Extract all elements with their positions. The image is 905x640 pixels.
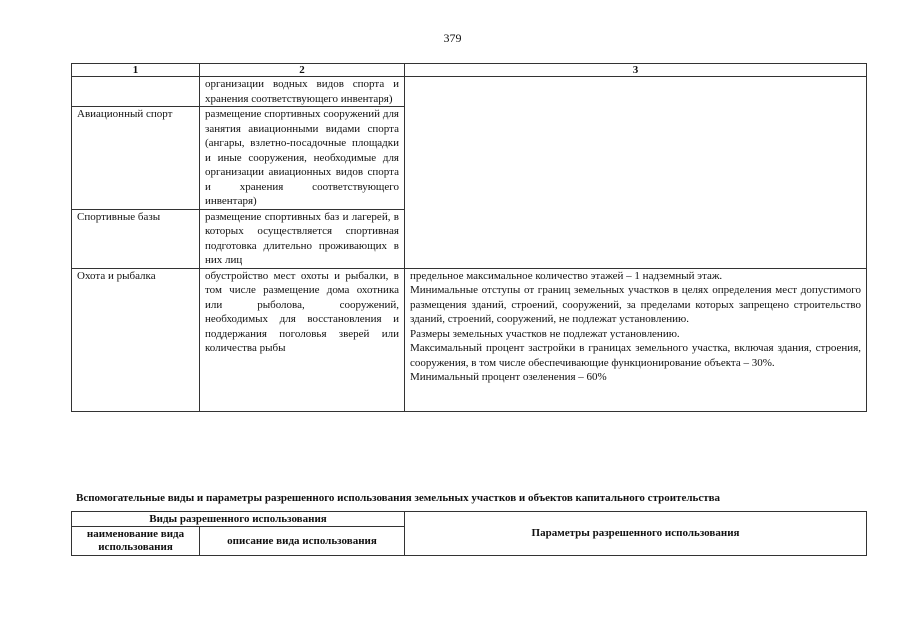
row-description: обустройство мест охоты и рыбалки, в том числе размещение дома охотника или рыболова, сооружений, необходимых для восстановления и поддержания поголовья зверей или количества рыбы [200, 268, 405, 411]
row-name [72, 77, 200, 107]
aux-header-row [72, 512, 867, 527]
auxiliary-table [71, 511, 867, 556]
column-header-2: 2 [200, 64, 405, 77]
row-parameters-empty [405, 77, 867, 269]
page-number: 379 [443, 31, 462, 45]
name-column-header: наименование вида использования [72, 527, 200, 556]
column-header-3: 3 [405, 64, 867, 77]
main-table [71, 63, 867, 412]
row-name: Охота и рыбалка [72, 268, 200, 411]
table-row [72, 268, 867, 411]
table-row [72, 77, 867, 107]
parameters-header: Параметры разрешенного использования [405, 512, 867, 556]
section-heading: Вспомогательные виды и параметры разрешенного использования земельных участков и объектов капитального строительства [76, 492, 721, 504]
parameter-line: Размеры земельных участков не подлежат установлению. [410, 327, 680, 340]
parameter-line: предельное максимальное количество этажей – 1 надземный этаж. [410, 269, 723, 282]
row-description: размещение спортивных баз и лагерей, в которых осуществляется спортивная подготовка длительно проживающих в них лиц [200, 209, 405, 268]
row-description: организации водных видов спорта и хранения соответствующего инвентаря) [200, 77, 405, 107]
column-header-1: 1 [72, 64, 200, 77]
row-parameters [405, 268, 867, 411]
row-description: размещение спортивных сооружений для занятия авиационными видами спорта (ангары, взлетно-посадочные площадки и иные сооружения, необходимые для организации авиационных видов спорта и хранения соответствующего инвентаря) [200, 107, 405, 210]
parameter-line: Минимальный процент озеленения – 60% [410, 371, 607, 383]
table-header-row [72, 64, 867, 77]
row-name: Авиационный спорт [72, 107, 200, 210]
group-header: Виды разрешенного использования [72, 512, 405, 527]
description-column-header: описание вида использования [200, 527, 405, 556]
row-name: Спортивные базы [72, 209, 200, 268]
parameter-line: Минимальные отступы от границ земельных участков в целях определения мест допустимого размещения зданий, строений, сооружений, за пределами которых запрещено строительство зданий, строений, сооружений, не подлежат установлению. [410, 284, 861, 325]
parameter-line: Максимальный процент застройки в границах земельного участка, включая здания, строения, сооружения, в том числе обеспечивающие функционирование объекта – 30%. [410, 342, 861, 369]
